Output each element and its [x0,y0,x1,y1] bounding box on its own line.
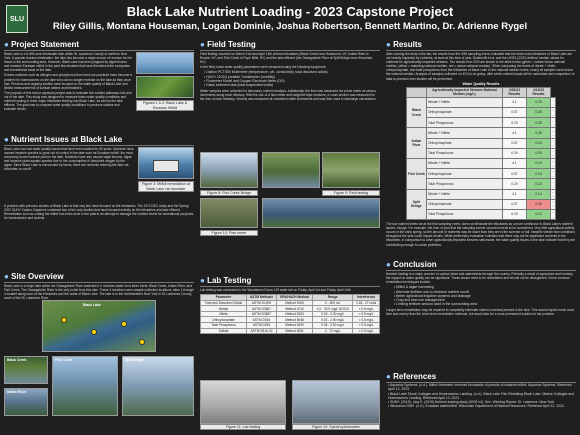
results-table-row [407,148,556,158]
field-testing-photo-c [262,198,380,228]
results-table-cell: 0.03 [526,138,550,148]
flow-meter-photo [200,198,258,228]
results-table-title: Water Quality Results [462,81,500,86]
results-table-cell: -- [552,128,554,137]
results-table-cell: -- [552,138,554,148]
results-table-cell: Total Phosphorus [426,148,502,158]
results-table-cell: Orthophosphate [426,199,502,209]
results-table-cell: Nitrate + Nitrite [426,158,502,168]
lab-table-cell: ASTM D3867 [247,306,277,312]
conclusion-text-2: Longer-term remediation may be required to completely eliminate nutrient overload present in the lake. This would require much more time and money than the short-term remediation methods, but would also be a more permanent solution to the problem. [386,307,575,316]
lab-table-header: EPA/HACH Method [276,295,312,301]
lab-table-cell: Method 8048 [276,317,312,323]
equipment-item: • Glass sediment disk (total suspended solids) [204,83,274,88]
lab-table-cell: Method 9105 [276,300,312,306]
reference-item: • Aquarius Systems. (n.d.). Milfoil Harvester removes thousands of pounds of invasive milfoil. Aquarius Systems. Retrieved April 12, 2023. [388,383,572,392]
results-table-cell: 0.19 [502,148,526,158]
black-creek-label: Black Creek [7,358,27,362]
split-bridge-label: Split Bridge [125,358,145,362]
results-table-row [407,138,556,148]
results-text: After running the tests in the lab, the results from the 3/30 sampling event, indicated that the three main tributaries of Black Lake are not heavily impacted by nutrients, at least at this time of year. Buttermilk et al. and the USGS (2020) defined median values for nutrients for agriculturally impacted streams. The results from 3/30 are shown in the table below (green = values below national median, yellow = matching national median, red = above national median). When comparing the levels of nitrate + nitrite, orthophosphate, and total phosphorus from the tributaries of Black Lake to the national median levels, nearly all samples were below the national median. Analysis of samples collected on 4/13 is on-going, after which nutrient loads will be calculated and comparison of data to previous river studies will be performed. [386,52,575,81]
nutrient-issues-p1: Black Lake has had water quality issues that have been studied for 50 years. Nutrients have caused invasive species to grow out of control in the lake such as Eurasian milfoil, the most commonly found invasive plant in the lake. Nutrients have also caused algal blooms. Algae and invasive plant aquatic species due to the consumption of dissolved oxygen by the algae. Since Black Lake is surrounded by farms, there are nutrients entering the lake via tributaries or runoff. [4,147,134,172]
reference-item: • SUNY. (2019). Ling S. (2019) Nutrient loading study (2009 v4). Sex. Winning Report. St. Lawrence, New York. [388,400,555,405]
lab-methods-table [200,294,380,334]
project-statement-heading: ● Project Statement [4,40,194,51]
lab-table-header: Interference [353,295,380,301]
results-table-cell: 0.04 [526,169,550,179]
results-table-header [407,87,427,97]
conclusion-heading: ● Conclusion [386,260,576,271]
figure-10-caption: Figure 10: Flow meter [200,230,258,236]
site-overview-heading: ● Site Overview [4,272,194,283]
results-table-cell: 0.19 [502,179,526,189]
results-table-row [407,189,556,199]
site-overview-section [4,272,194,432]
nutrient-issues-heading: ● Nutrient Issues at Black Lake [4,135,194,146]
results-table-cell: Total Phosphorus [426,179,502,189]
results-table-cell: 0.07 [502,138,526,148]
results-table-cell: Total Phosphorus [426,209,502,219]
results-table-header: 3/30/23 Results [502,87,526,97]
results-table-cell: 0.12 [526,209,550,219]
black-lake-photo [136,52,194,74]
university-logo [6,5,28,33]
split-bridge-photo [122,356,194,416]
results-table-row [407,118,556,128]
lab-table-cell: Method 8190 [276,323,312,329]
map-black-lake-label: Black Lake [83,303,101,307]
column-right [386,40,576,432]
results-table-cell: -- [552,189,554,199]
results-table-cell: 0.19 [526,158,550,168]
conclusion-text: Nutrient loading is a major concern in various lakes and watersheds through the country. Primarily a result of agriculture and industry, the impact on water quality can be significant. These issues need to be remediated and should not be disregarded. Some common remediation techniques include: [386,272,574,285]
results-table-cell: 0.08 [526,118,550,128]
remediation-list [386,285,576,306]
results-text-2: The low nutrient levels we at the first sampling event, does not eliminate the tributaries as a more contributor to Black Lake's nutrient issues, though. For example, the time of year that the sampling events occurred needs to be considered. Very little agricultural activity occurs in the early spring, so the amount of nutrients may be lower than they are in the summer or fall. Variable stream flow conditions throughout the year could impact results. While preliminary evaluation indicates that there may not be significant nutrients in the tributaries, in comparison to other agriculturally impacted streams nationwide, the water quality issues in the lake indicate that they are contributing enough to cause problems. [386,222,576,247]
harvester-boat-shape [153,160,179,172]
results-table-cell: -- [552,98,554,107]
lab-table-cell: < 0.5 mg/L [353,317,380,323]
fish-creek-label: Fish Creek [55,358,73,362]
results-table-row [407,169,556,179]
results-table-cell: -- [552,179,554,188]
logo-text: SLU [10,15,24,23]
lab-table-cell: 0.06 - 3.50 mg/L [313,323,353,329]
lab-table-cell: Total and Dissolved Solids [201,300,247,306]
lab-table-cell: Orthophosphate [201,317,247,323]
results-table-cell: 4.1 [502,189,526,199]
results-table-cell: -- [552,159,554,168]
lab-table-cell: Nitrate [201,306,247,312]
lab-table-cell: 0.03 - 0.30 mg/L [313,311,353,317]
results-site-cell: Black Creek [407,97,427,128]
lab-table-cell: 2 - 70 mg/L [313,328,353,334]
column-left [4,40,194,432]
lab-table-row [201,328,380,334]
results-table-cell: -- [552,200,554,209]
results-table-cell: Orthophosphate [426,169,502,179]
reference-item: • Black Lake Shore Cottages and Homeowners Landing. (n.d.). Black Lake Fish Revisiting Black Lake. Marine Cottages and Homeowners Landing. Retrieved April 12, 2023. [388,391,574,400]
nutrient-issues-section [4,135,194,270]
field-testing-p1: Field testing occurred on March 31st and April 13th at three tributaries (Black Creek near Hammond, NY; Indian River in Rossie, NY; and Fish Creek in Pope Mills, NY) and the lake effluent (the Oswegatchie River at Split Bridge near Heuvelton, NY). [200,52,374,65]
column-middle [200,40,380,432]
lab-table-cell: ASTM D515 [247,317,277,323]
lab-table-cell: ASTM D1209 [247,300,277,306]
lab-table-header: ASTM Methods [247,295,277,301]
site-overview-text: Black Lake is a major lake within the Oswegatchie River watershed. It receives water from three inlets: Black Creek, Indian River, and Fish Creek. The Oswegatchie River is the only outlet from this lake. These 4 locations were sample collection locations, sites 1 through 4 located along each of the tributaries and the outlet of Black Lake. The lake is in the Northwestern New York in St. Lawrence County, south of the St. Lawrence River. [4,284,194,301]
remediation-item: • Better agricultural irrigation systems and drainage [394,293,471,298]
results-table-cell: Total Phosphorus [426,118,502,128]
figure-8-caption: Figure 8: Fish Creek Bridge [200,190,258,196]
results-table-row [407,108,556,118]
results-table-cell: 0.08 [526,199,550,209]
results-table-row [407,128,556,138]
project-statement-section [4,40,194,132]
lab-table-header: Parameter [201,295,247,301]
black-creek-photo [4,356,48,384]
lab-table-cell: Method 8153 [276,311,312,317]
results-table-row [407,97,556,107]
lab-table-cell: Sulfate [201,328,247,334]
remediation-item: • Crop and land use management [394,298,445,303]
results-site-cell: Split Bridge [407,189,427,220]
indian-river-label: Indian River [7,390,27,394]
lab-table-cell: < 0.5 mg/L [353,306,380,312]
field-testing-photo-b [322,152,380,188]
results-site-cell: Indian River [407,128,427,159]
lab-table-cell: ASTM D3867 [247,311,277,317]
lab-testing-text: Lab testing was conducted in the Woodstrom Room 119 water lab on Friday, April 1st and Friday, April 14th. [200,288,352,292]
results-table-cell: 0.07 [502,169,526,179]
results-table-row [407,209,556,219]
results-table-cell: 0.29 [526,97,550,107]
lab-table-cell: 0 - 500 mL [313,300,353,306]
results-table-cell: 0.19 [502,118,526,128]
results-heading: ● Results [386,40,576,51]
results-table-cell: -- [552,169,554,178]
remediation-item: • Milfoil & algae harvesting [394,285,434,290]
results-table-cell: 0.05 [526,148,550,158]
equipment-item: • HACH 2100Q portable Turbidimeter (turbidity) [204,74,275,79]
site-marker-3 [121,321,127,327]
fish-creek-photo [52,356,118,416]
lab-table-cell: < 0.5 mg/L [353,323,380,329]
results-table-cell: Orthophosphate [426,108,502,118]
project-statement-p2: Excess nutrients such as nitrogen and phosphorus from land use practices have become a problem for homeowners on the lake who can no longer recreate on the lake as they once had. Previous and ongoing studies have focused on the water quality of Black Lake and limited measurements of surface waters and tributaries. [4,73,132,90]
results-table-cell: 4.1 [502,97,526,107]
lab-table-cell: Total Phosphorus [201,323,247,329]
remediation-item: • Alternate fertilizer use to minimize nutrient runoff [394,289,469,294]
figure-12-caption: Figure 12: Spectrophotometer [292,424,380,430]
remediation-item: • Limiting fertilizer amount used in the surrounding area [394,302,477,307]
results-table-row [407,158,556,168]
site-marker-4 [139,339,145,345]
equipment-item: • Oakton PCTS50 Multimeter (temperature, pH, conductivity, total dissolved solids) [204,70,328,75]
lab-testing-section [200,276,380,432]
results-table-cell: 4.1 [502,158,526,168]
references-section [386,372,576,432]
spectrophotometer-photo [292,380,380,424]
lab-testing-photo [200,380,286,424]
reference-item: • Wisconsin DNR. (n.d.). Eurasian watermilfoil. Wisconsin Department of Natural Resources. Retrieved April 12, 2023. [388,404,565,409]
results-table-cell: Nitrate + Nitrite [426,97,502,107]
results-table-cell: 0.10 [526,179,550,189]
results-table-header: Agriculturally Impacted Streams National Median (mg/L) [426,87,502,97]
field-testing-section [200,40,380,240]
lab-table-cell: ASTM D516-02 [247,328,277,334]
field-testing-heading: ● Field Testing [200,40,380,51]
results-table-cell: Orthophosphate [426,138,502,148]
figure-11-caption: Figure 11: Lab testing [200,424,286,430]
lab-table-cell: Method 8051 [276,328,312,334]
references-list [386,383,576,409]
results-site-cell: Fish Creek [407,158,427,189]
site-map [42,300,156,352]
lab-testing-heading: ● Lab Testing [200,276,380,287]
field-testing-p3: Water samples were collected for laboratory nutrient analysis. Additionally, the flow was measured via a flow meter at various increments along each tributary. With the use of a flow meter and weighted tape measure, a cross section was measured for the flow of each tributary. Velocity was measured at consistent width increments and was then used in discharge calculations. [200,88,377,101]
project-statement-p1: Black Lake is a 6,549-acre freshwater lake within St. Lawrence County of northern New York. A popular tourism destination, the lake has become a major source of revenue for the towns in the surrounding area. However, Black Lake has been plagued by algal blooms and invasive Eurasian milfoil in the past few decades that have threatened the ecosystem and recreational value of the lake. [4,52,132,73]
results-table-cell: -- [552,210,554,219]
lab-table-cell: 0.02 - 2.50 mg/L [313,317,353,323]
results-table-cell: -- [552,118,554,127]
results-table-cell: 0.05 [526,108,550,118]
poster-header [0,0,580,40]
equipment-item: • Flowmeter Model and Oxygen Electrode Meter (DO) [204,78,285,83]
lab-table-cell: 0.2 - 30.0 mg/L NO3-N [313,306,353,312]
site-marker-1 [61,317,67,323]
site-marker-2 [91,329,97,335]
results-table-cell: Nitrate + Nitrite [426,189,502,199]
project-statement-p3: The purpose of this senior capstone project was to evaluate the nutrient pathways into and out of the lake. This study was designed to measure basic water quality conditions and nutrient loading in three major tributaries feeding into Black Lake, as well as the lake effluent. The goal was to compare water quality conditions to previous studies and evaluate trends. [4,90,132,112]
lab-table-cell: Nitrite [201,311,247,317]
poster-authors: Riley Gillis, Montana Houseman, Logan Dominie, Joshua Robertson, Bennett Martino, Dr. Adrienne Rygel [52,21,528,32]
lab-table-cell: ASTM D515 [247,323,277,329]
results-table-cell: -- [552,108,554,117]
lab-table-cell: < 0.5 mg/L [353,328,380,334]
field-testing-photo-a [262,152,320,188]
milfoil-photo [136,76,194,98]
figure-3-caption: Figure 3: Milfoil remediation at Black Lake via harvester [138,181,194,192]
lab-table-cell: < 0.5 mg/L [353,311,380,317]
field-testing-p2: In the field, basic water quality parameters were measured using the following equipment: [200,65,327,70]
lab-table-cell: Method 1010 [276,306,312,312]
results-table-cell: -- [552,149,554,158]
figure-1-2-caption: Figures 1 & 2: Black Lake & Eurasian Milfoil [136,100,194,111]
references-heading: ● References [386,372,576,383]
results-section [386,40,576,258]
lab-table-header: Range [313,295,353,301]
results-table-cell: 0.07 [502,108,526,118]
results-table-cell: 0.19 [502,209,526,219]
conclusion-section [386,260,576,368]
poster-title: Black Lake Nutrient Loading - 2023 Capstone Project [126,4,454,19]
lab-table-cell: 0.18 - 27 units [353,300,380,306]
results-table-cell: 4.1 [502,128,526,138]
results-table-row [407,179,556,189]
harvester-photo [138,147,194,179]
results-table-row [407,199,556,209]
results-table-cell: Nitrate + Nitrite [426,128,502,138]
indian-river-photo [4,388,48,416]
results-table-cell: 0.07 [502,199,526,209]
figure-9-caption: Figure 9: Field testing [322,190,380,196]
results-table [406,87,556,220]
results-table-header: 4/13/23 Results [526,87,550,97]
equipment-list [200,70,380,87]
nutrient-issues-p2: A problem with previous studies of Black Lake is that very few have focused on the tributaries. The 1972 DEC study and the Spring 2022 SUNY Canton Capstone contained two of the only studies that have focused entirely on the tributaries and lake effluent. Remediation such as cutting the milfoil has been done in the past in an attempt to manage the nutrient levels for recreational purposes for homeowners and tourists. [4,204,194,221]
results-table-cell: 0.26 [526,128,550,138]
fish-creek-bridge-photo [200,152,258,188]
results-table-cell: 0.14 [526,189,550,199]
